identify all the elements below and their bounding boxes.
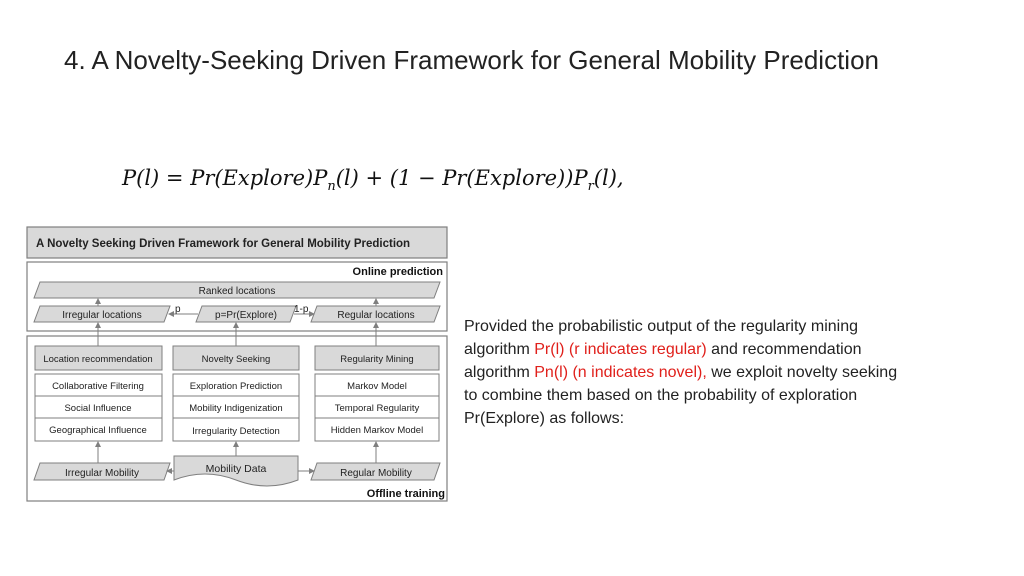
regularity-mining-label: Regularity Mining <box>340 354 414 365</box>
p-explore-label: p=Pr(Explore) <box>215 310 277 321</box>
exploration-prediction: Exploration Prediction <box>189 381 283 392</box>
mobility-data-label: Mobility Data <box>205 463 267 475</box>
irregular-mobility-label: Irregular Mobility <box>65 468 139 479</box>
collaborative-filtering: Collaborative Filtering <box>52 381 144 392</box>
formula-rhs-a: = Pr(Explore)P <box>165 166 328 190</box>
ranked-locations-label: Ranked locations <box>198 286 276 297</box>
formula-rhs-c: (l), <box>593 166 624 190</box>
para-novel-term: Pn(l) (n indicates novel), <box>534 364 707 381</box>
online-prediction-label: Online prediction <box>352 266 443 278</box>
p-label: p <box>175 304 181 315</box>
markov-model: Markov Model <box>347 381 407 392</box>
diagram-header: A Novelty Seeking Driven Framework for General Mobility Prediction <box>36 238 411 250</box>
offline-training-label: Offline training <box>366 488 445 500</box>
social-influence: Social Influence <box>64 403 132 414</box>
one-minus-p-label: 1-p <box>294 304 309 315</box>
framework-diagram <box>26 226 448 502</box>
regular-locations-label: Regular locations <box>337 310 415 321</box>
probability-formula <box>122 166 624 194</box>
hidden-markov-model: Hidden Markov Model <box>330 425 424 436</box>
geographical-influence: Geographical Influence <box>49 425 147 436</box>
formula-rhs-b: (l) + (1 − Pr(Explore))P <box>335 166 588 190</box>
regular-mobility-label: Regular Mobility <box>340 468 412 479</box>
explanation-paragraph <box>464 315 914 430</box>
irregular-locations-label: Irregular locations <box>62 310 142 321</box>
slide-title: 4. A Novelty-Seeking Driven Framework for General Mobility Prediction <box>64 45 879 75</box>
para-text-3: we exploit novelty seeking to combine them based on the probability of exploration Pr(Explore) as follows: <box>464 364 898 427</box>
para-regular-term: Pr(l) (r indicates regular) <box>534 341 707 358</box>
formula-sub-r: r <box>587 179 594 195</box>
para-text-1: Provided the probabilistic output of the regularity mining algorithm <box>464 318 858 358</box>
para-text-2: and recommendation algorithm <box>464 341 862 381</box>
irregularity-detection: Irregularity Detection <box>192 426 280 437</box>
temporal-regularity: Temporal Regularity <box>334 403 420 414</box>
formula-lhs: P(l) <box>122 166 160 190</box>
formula-sub-n: n <box>327 179 336 195</box>
novelty-seeking-label: Novelty Seeking <box>201 354 271 365</box>
location-recommendation-label: Location recommendation <box>43 354 153 365</box>
mobility-indigenization: Mobility Indigenization <box>189 403 283 414</box>
